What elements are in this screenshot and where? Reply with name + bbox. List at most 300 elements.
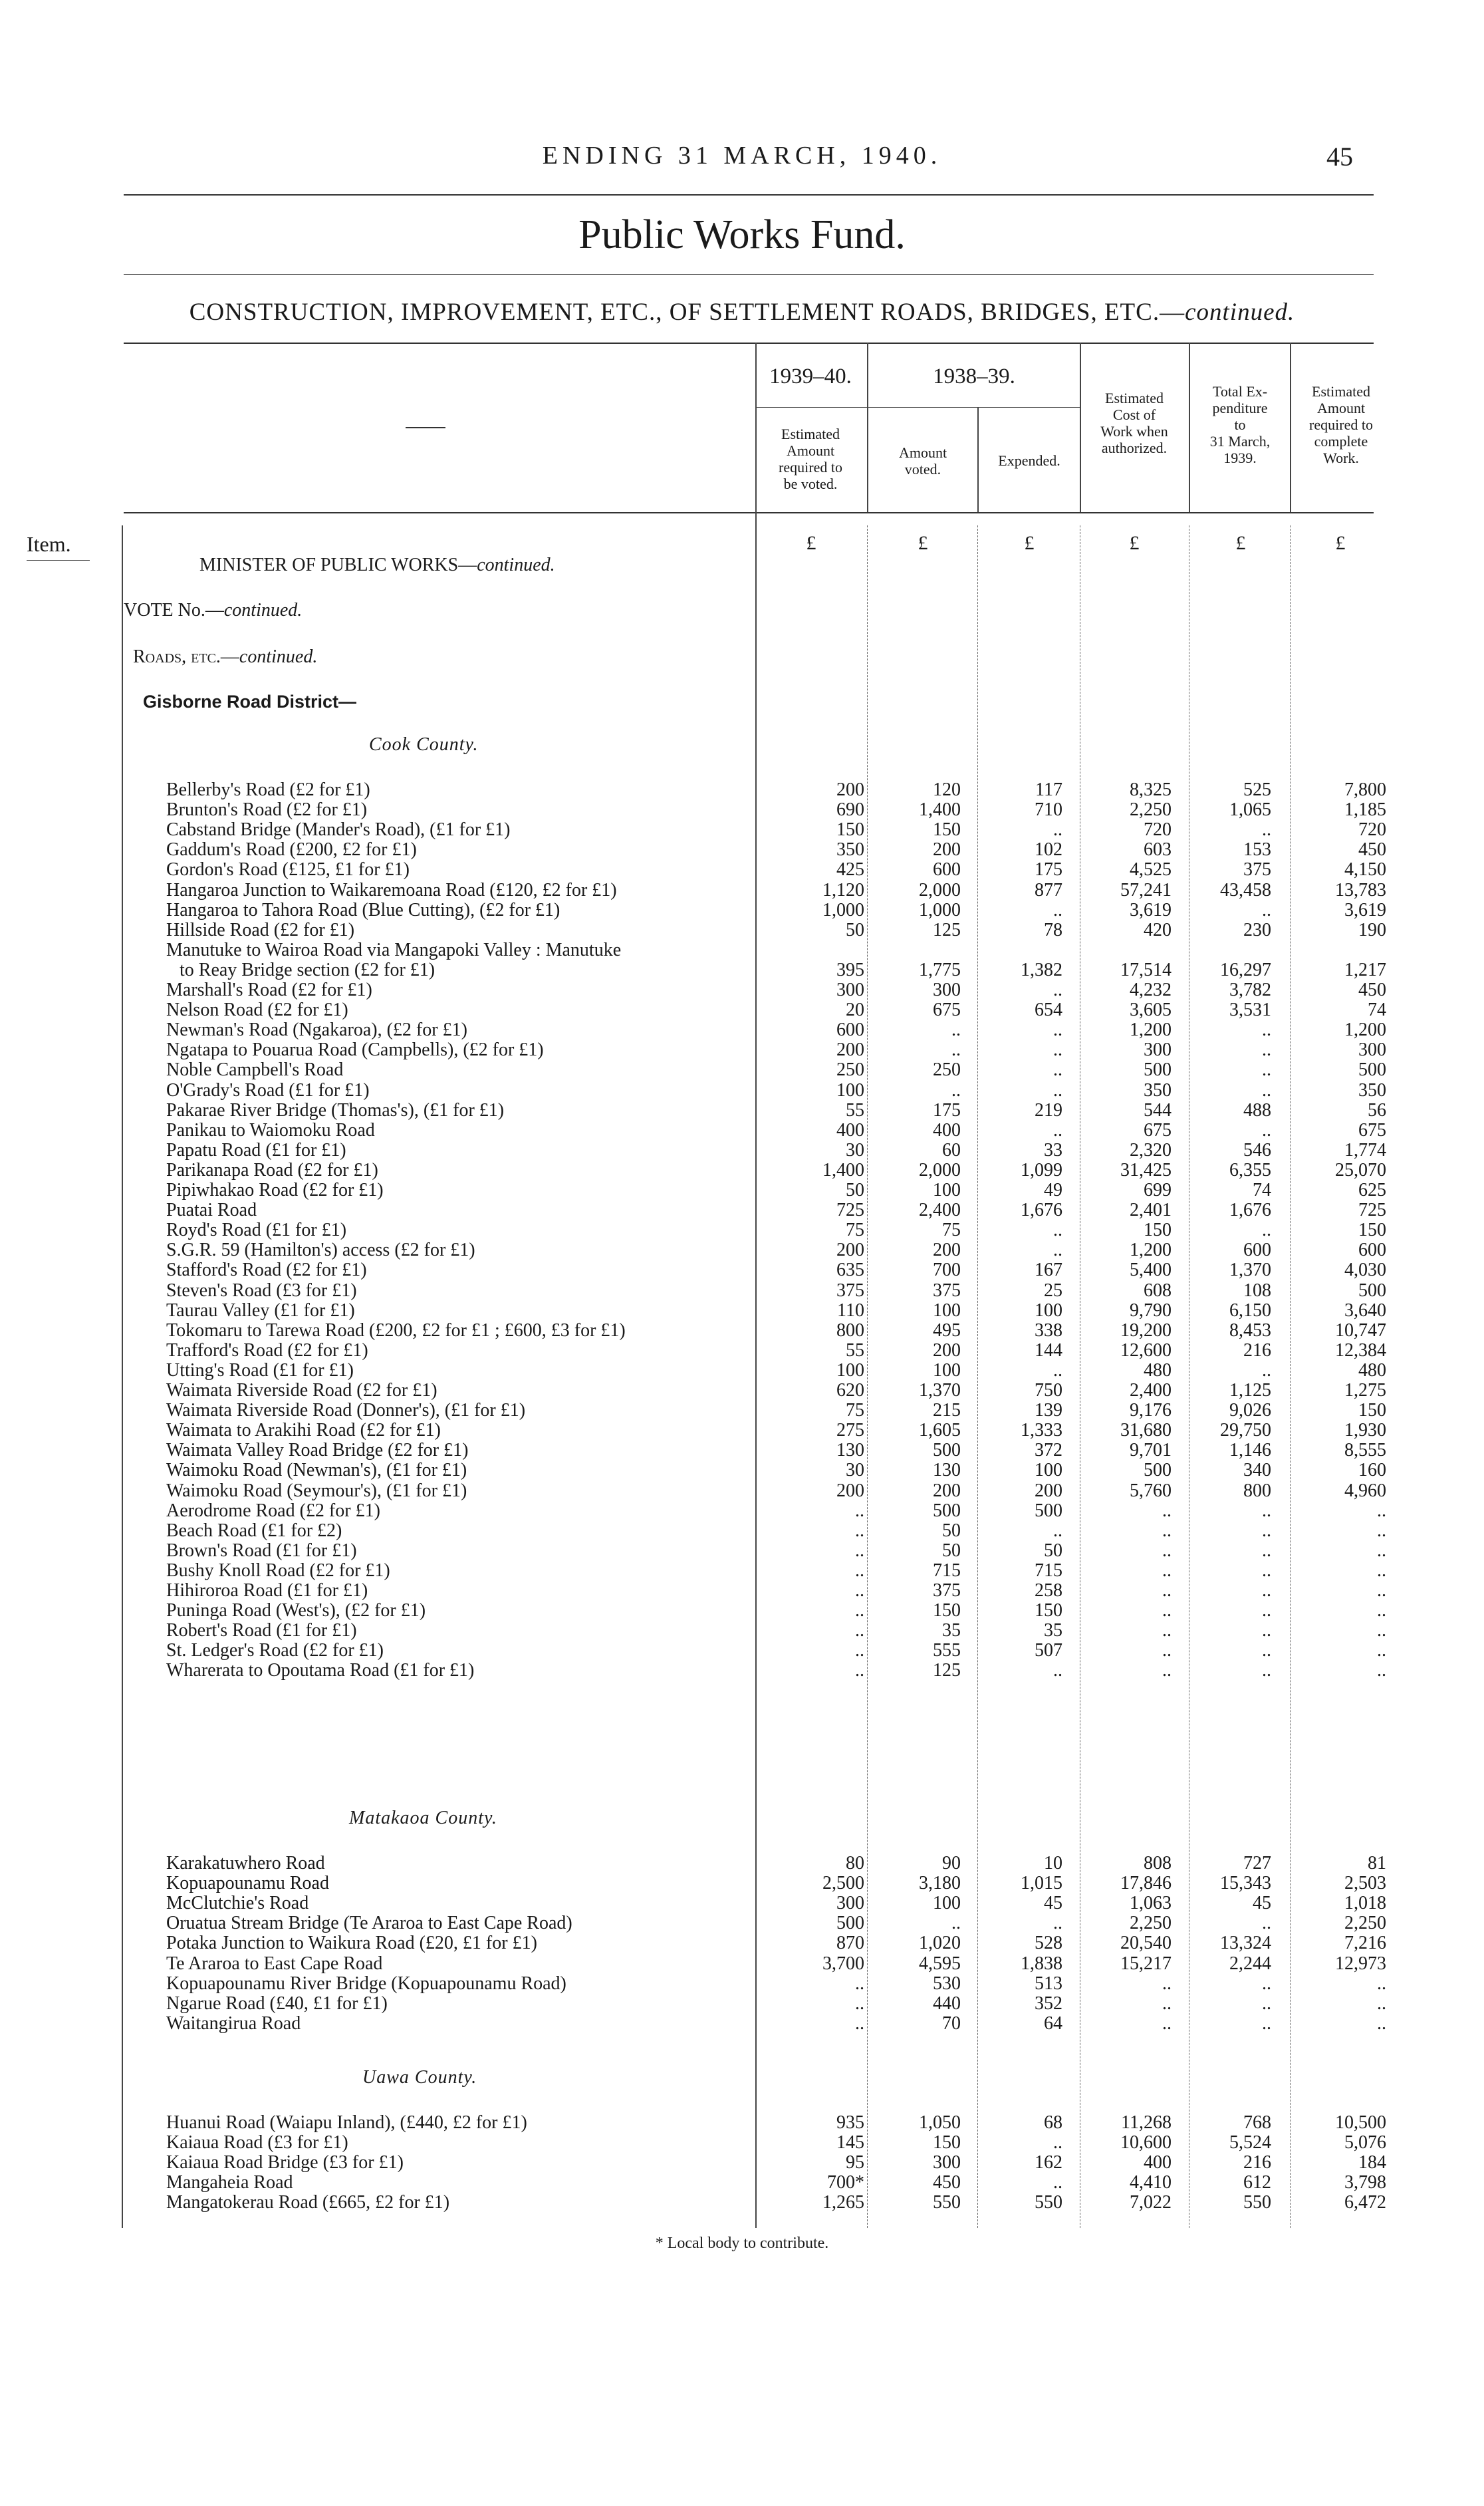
cell-complete: ..	[1377, 1973, 1386, 1994]
road-name: Waimata Riverside Road (£2 for £1)	[166, 1380, 437, 1401]
cell-est: 800	[836, 1320, 864, 1341]
road-name: S.G.R. 59 (Hamilton's) access (£2 for £1)	[166, 1240, 475, 1261]
cell-cost: 9,701	[1130, 1440, 1172, 1461]
cell-complete: ..	[1377, 1520, 1386, 1541]
cell-total: 525	[1243, 779, 1271, 800]
cell-exp: 150	[1035, 1600, 1062, 1621]
road-name: Bushy Knoll Road (£2 for £1)	[166, 1560, 390, 1581]
cell-est: ..	[855, 1540, 864, 1561]
cell-exp: 528	[1035, 1933, 1062, 1954]
currency-symbol: £	[1024, 532, 1035, 554]
cell-est: 55	[846, 1339, 864, 1361]
cell-voted: 35	[942, 1620, 961, 1641]
cell-cost: 4,525	[1130, 859, 1172, 881]
year-1938-39: 1938–39.	[933, 364, 1015, 388]
cell-total: ..	[1262, 1119, 1271, 1141]
cell-complete: 350	[1358, 1079, 1386, 1101]
cell-voted: 600	[933, 859, 961, 881]
cell-cost: 20,540	[1120, 1933, 1172, 1954]
cell-voted: 530	[933, 1973, 961, 1994]
road-name: Bellerby's Road (£2 for £1)	[166, 779, 370, 800]
cell-voted: 100	[933, 1180, 961, 1200]
col-estimated-required: Estimated Amount required to be voted.	[779, 426, 842, 492]
cell-voted: 700	[933, 1260, 961, 1281]
cell-est: 700*	[827, 2172, 864, 2193]
cell-total: ..	[1262, 1540, 1271, 1561]
cell-total: 74	[1253, 1180, 1271, 1200]
cell-exp: 102	[1035, 839, 1062, 861]
cell-complete: 300	[1358, 1040, 1386, 1061]
cell-total: 727	[1243, 1853, 1271, 1874]
cell-cost: 350	[1144, 1079, 1172, 1101]
cell-total: ..	[1262, 819, 1271, 841]
cell-cost: ..	[1162, 1600, 1172, 1621]
cell-complete: 600	[1358, 1240, 1386, 1261]
cell-cost: 699	[1144, 1180, 1172, 1200]
cell-voted: 215	[933, 1400, 961, 1421]
cell-complete: 13,783	[1335, 879, 1386, 901]
cell-cost: ..	[1162, 1973, 1172, 1994]
cell-est: ..	[855, 1620, 864, 1641]
cell-cost: 9,176	[1130, 1400, 1172, 1421]
cell-complete: 2,250	[1344, 1913, 1386, 1934]
cell-exp: 78	[1044, 919, 1062, 940]
cell-complete: ..	[1377, 2013, 1386, 2034]
cell-voted: ..	[951, 1020, 961, 1041]
cell-complete: 1,185	[1344, 799, 1386, 821]
cell-total: 612	[1243, 2172, 1271, 2193]
cell-voted: 200	[933, 1480, 961, 1501]
roads-heading: Roads, etc.—continued.	[133, 646, 318, 667]
road-name: Utting's Road (£1 for £1)	[166, 1359, 354, 1381]
cell-total: ..	[1262, 1020, 1271, 1041]
cell-est: 100	[836, 1079, 864, 1101]
cell-cost: 31,680	[1120, 1420, 1172, 1441]
col-total-expenditure: Total Ex- penditure to 31 March, 1939.	[1209, 383, 1271, 466]
road-name: Kopuapounamu River Bridge (Kopuapounamu Road)	[166, 1973, 566, 1994]
road-name: Hihiroroa Road (£1 for £1)	[166, 1580, 368, 1601]
cell-est: ..	[855, 1560, 864, 1581]
cell-total: 340	[1243, 1460, 1271, 1481]
cell-total: 29,750	[1220, 1420, 1271, 1441]
road-name: Gordon's Road (£125, £1 for £1)	[166, 859, 410, 881]
cell-complete: 1,930	[1344, 1420, 1386, 1441]
road-name: Royd's Road (£1 for £1)	[166, 1220, 347, 1241]
cell-voted: 400	[933, 1119, 961, 1141]
cell-exp: 117	[1035, 779, 1062, 800]
cell-complete: 10,500	[1335, 2112, 1386, 2133]
cell-voted: 715	[933, 1560, 961, 1581]
cell-cost: 500	[1144, 1059, 1172, 1081]
cell-exp: 100	[1035, 1460, 1062, 1481]
cell-total: 546	[1243, 1139, 1271, 1161]
cell-exp: ..	[1053, 2132, 1062, 2154]
cell-complete: 500	[1358, 1059, 1386, 1081]
cell-est: ..	[855, 1973, 864, 1994]
cell-total: 6,355	[1229, 1159, 1271, 1181]
cell-complete: 4,960	[1344, 1480, 1386, 1501]
cell-exp: 162	[1035, 2152, 1062, 2173]
cell-est: 95	[846, 2152, 864, 2173]
col-estimated-cost: Estimated Cost of Work when authorized.	[1100, 390, 1168, 456]
cell-complete: 74	[1368, 1000, 1386, 1021]
cell-total: 216	[1243, 2152, 1271, 2173]
cell-est: 75	[846, 1400, 864, 1421]
cell-complete: 625	[1358, 1180, 1386, 1200]
cell-total: 3,531	[1229, 1000, 1271, 1021]
cell-total: ..	[1262, 1059, 1271, 1081]
cell-exp: 1,382	[1021, 959, 1062, 980]
cell-exp: 1,676	[1021, 1200, 1062, 1221]
cell-complete: ..	[1377, 1620, 1386, 1641]
cell-complete: ..	[1377, 1993, 1386, 2014]
cell-exp: 139	[1035, 1400, 1062, 1421]
cell-exp: ..	[1053, 1119, 1062, 1141]
cell-complete: 720	[1358, 819, 1386, 841]
cell-exp: 50	[1044, 1540, 1062, 1561]
cell-est: ..	[855, 1580, 864, 1601]
cell-cost: 400	[1144, 2152, 1172, 2173]
cell-complete: 1,275	[1344, 1380, 1386, 1401]
cell-exp: ..	[1053, 1240, 1062, 1261]
cell-voted: 4,595	[919, 1953, 961, 1974]
cell-est: ..	[855, 1520, 864, 1541]
cell-voted: 150	[933, 1600, 961, 1621]
cell-voted: 500	[933, 1440, 961, 1461]
cell-voted: 120	[933, 779, 961, 800]
cell-cost: ..	[1162, 1520, 1172, 1541]
cell-cost: 8,325	[1130, 779, 1172, 800]
cell-cost: 10,600	[1120, 2132, 1172, 2154]
road-name: Taurau Valley (£1 for £1)	[166, 1300, 355, 1321]
cell-est: 200	[836, 1480, 864, 1501]
road-name: Noble Campbell's Road	[166, 1059, 344, 1081]
table-top-rule	[124, 343, 1374, 344]
rule	[124, 274, 1374, 275]
cell-complete: 12,973	[1335, 1953, 1386, 1974]
cell-est: 635	[836, 1260, 864, 1281]
column-divider	[1080, 343, 1081, 512]
cell-voted: 1,020	[919, 1933, 961, 1954]
cell-est: ..	[855, 1500, 864, 1521]
cell-cost: ..	[1162, 2013, 1172, 2034]
cell-est: ..	[855, 2013, 864, 2034]
cell-complete: 500	[1358, 1280, 1386, 1301]
cell-total: ..	[1262, 1359, 1271, 1381]
cell-voted: 300	[933, 980, 961, 1000]
cell-est: 350	[836, 839, 864, 861]
cell-exp: 144	[1035, 1339, 1062, 1361]
cell-cost: 57,241	[1120, 879, 1172, 901]
cell-voted: 550	[933, 2192, 961, 2213]
cell-exp: 1,099	[1021, 1159, 1062, 1181]
cell-exp: ..	[1053, 2172, 1062, 2193]
road-name: Puatai Road	[166, 1200, 257, 1221]
item-divider	[122, 525, 123, 2228]
cell-est: 600	[836, 1020, 864, 1041]
header-bottom-rule	[124, 512, 1374, 513]
currency-symbol: £	[1235, 532, 1246, 554]
cell-complete: 25,070	[1335, 1159, 1386, 1181]
cell-voted: 250	[933, 1059, 961, 1081]
cell-cost: 500	[1144, 1460, 1172, 1481]
cell-cost: ..	[1162, 1560, 1172, 1581]
cell-total: 550	[1243, 2192, 1271, 2213]
road-name: St. Ledger's Road (£2 for £1)	[166, 1640, 384, 1661]
cell-est: 200	[836, 1040, 864, 1061]
cell-complete: 4,150	[1344, 859, 1386, 881]
cell-total: 153	[1243, 839, 1271, 861]
cell-cost: 19,200	[1120, 1320, 1172, 1341]
cell-complete: ..	[1377, 1580, 1386, 1601]
road-name: Waimata Riverside Road (Donner's), (£1 for £1)	[166, 1400, 526, 1421]
cell-cost: 603	[1144, 839, 1172, 861]
cell-voted: 125	[933, 1660, 961, 1681]
cell-est: 300	[836, 980, 864, 1000]
cell-complete: 12,384	[1335, 1339, 1386, 1361]
col-amount-voted: Amount voted.	[898, 444, 947, 478]
cell-complete: 450	[1358, 839, 1386, 861]
road-name: Waimata Valley Road Bridge (£2 for £1)	[166, 1440, 469, 1461]
column-divider	[867, 343, 868, 512]
road-name: Brunton's Road (£2 for £1)	[166, 799, 368, 821]
cell-cost: 7,022	[1130, 2192, 1172, 2213]
cell-voted: 200	[933, 1339, 961, 1361]
road-name: Aerodrome Road (£2 for £1)	[166, 1500, 380, 1521]
cell-complete: 4,030	[1344, 1260, 1386, 1281]
cell-voted: 675	[933, 1000, 961, 1021]
footnote: * Local body to contribute.	[655, 2235, 829, 2252]
cell-total: ..	[1262, 1040, 1271, 1061]
cell-est: 400	[836, 1119, 864, 1141]
page-number: 45	[1326, 142, 1353, 172]
road-name: Te Araroa to East Cape Road	[166, 1953, 383, 1974]
cell-cost: 3,619	[1130, 899, 1172, 920]
cell-voted: 70	[942, 2013, 961, 2034]
rule	[27, 560, 90, 561]
cell-est: 1,000	[822, 899, 864, 920]
cell-cost: 5,760	[1130, 1480, 1172, 1501]
cell-cost: 420	[1144, 919, 1172, 940]
year-1939-40: 1939–40.	[769, 364, 852, 388]
cell-total: 768	[1243, 2112, 1271, 2133]
road-name: Hangaroa Junction to Waikaremoana Road (£120, £2 for £1)	[166, 879, 617, 901]
cell-total: ..	[1262, 1079, 1271, 1101]
road-name: Ngatapa to Pouarua Road (Campbells), (£2 for £1)	[166, 1040, 544, 1061]
cell-exp: 100	[1035, 1300, 1062, 1321]
col-estimated-complete: Estimated Amount required to complete Work.	[1309, 383, 1373, 466]
road-name: Hangaroa to Tahora Road (Blue Cutting), (£2 for £1)	[166, 899, 560, 920]
cell-complete: 7,800	[1344, 779, 1386, 800]
road-name-continued: to Reay Bridge section (£2 for £1)	[180, 959, 435, 980]
road-name: Marshall's Road (£2 for £1)	[166, 980, 372, 1000]
cell-complete: 3,798	[1344, 2172, 1386, 2193]
cell-est: 725	[836, 1200, 864, 1221]
item-label: Item.	[27, 532, 71, 556]
road-name: Pakarae River Bridge (Thomas's), (£1 for £1)	[166, 1099, 505, 1121]
cell-voted: 75	[942, 1220, 961, 1241]
cell-cost: ..	[1162, 1580, 1172, 1601]
cell-complete: 5,076	[1344, 2132, 1386, 2154]
road-name: Brown's Road (£1 for £1)	[166, 1540, 357, 1561]
cell-complete: ..	[1377, 1500, 1386, 1521]
cell-cost: 2,320	[1130, 1139, 1172, 1161]
cell-cost: 2,400	[1130, 1380, 1172, 1401]
cell-complete: 81	[1368, 1853, 1386, 1874]
cell-exp: 175	[1035, 859, 1062, 881]
cell-est: 1,400	[822, 1159, 864, 1181]
cell-cost: ..	[1162, 1540, 1172, 1561]
cell-cost: 12,600	[1120, 1339, 1172, 1361]
cell-exp: ..	[1053, 1220, 1062, 1241]
cell-cost: 2,250	[1130, 1913, 1172, 1934]
cell-exp: 219	[1035, 1099, 1062, 1121]
cell-total: ..	[1262, 2013, 1271, 2034]
road-name: Puninga Road (West's), (£2 for £1)	[166, 1600, 426, 1621]
cell-voted: 2,400	[919, 1200, 961, 1221]
cell-voted: 2,000	[919, 879, 961, 901]
cell-total: 45	[1253, 1893, 1271, 1914]
col-expended: Expended.	[998, 452, 1060, 469]
cell-cost: 675	[1144, 1119, 1172, 1141]
cell-exp: 715	[1035, 1560, 1062, 1581]
cell-total: 3,782	[1229, 980, 1271, 1000]
road-name: Hillside Road (£2 for £1)	[166, 919, 355, 940]
cell-total: 15,343	[1220, 1873, 1271, 1894]
cell-cost: ..	[1162, 1993, 1172, 2014]
cell-voted: 1,605	[919, 1420, 961, 1441]
cell-complete: 450	[1358, 980, 1386, 1000]
cell-voted: 130	[933, 1460, 961, 1481]
subtitle-main: CONSTRUCTION, IMPROVEMENT, ETC., OF SETTLEMENT ROADS, BRIDGES, ETC.—	[189, 299, 1185, 326]
rule	[124, 194, 1374, 196]
cell-est: 150	[836, 819, 864, 841]
cell-cost: ..	[1162, 1500, 1172, 1521]
cell-total: 9,026	[1229, 1400, 1271, 1421]
cell-total: ..	[1262, 1620, 1271, 1641]
road-name: Manutuke to Wairoa Road via Mangapoki Valley : Manutuke	[166, 939, 622, 960]
cell-cost: 1,200	[1130, 1020, 1172, 1041]
cell-exp: 25	[1044, 1280, 1062, 1301]
cell-est: 50	[846, 919, 864, 940]
road-name: Waimoku Road (Newman's), (£1 for £1)	[166, 1460, 467, 1481]
cell-complete: ..	[1377, 1560, 1386, 1581]
road-name: Newman's Road (Ngakaroa), (£2 for £1)	[166, 1020, 467, 1041]
road-name: Kopuapounamu Road	[166, 1873, 329, 1894]
cell-complete: 675	[1358, 1119, 1386, 1141]
cell-voted: ..	[951, 1913, 961, 1934]
cell-est: 300	[836, 1893, 864, 1914]
cell-exp: 200	[1035, 1480, 1062, 1501]
cell-total: 216	[1243, 1339, 1271, 1361]
cell-exp: 372	[1035, 1440, 1062, 1461]
cell-est: 3,700	[822, 1953, 864, 1974]
cell-est: 500	[836, 1913, 864, 1934]
cell-est: ..	[855, 1600, 864, 1621]
cell-cost: 4,410	[1130, 2172, 1172, 2193]
cell-total: ..	[1262, 1580, 1271, 1601]
cell-exp: 258	[1035, 1580, 1062, 1601]
cell-exp: 35	[1044, 1620, 1062, 1641]
cell-cost: ..	[1162, 1620, 1172, 1641]
description-dash	[406, 427, 445, 428]
cell-est: 50	[846, 1180, 864, 1200]
cell-exp: 507	[1035, 1640, 1062, 1661]
cell-voted: 1,000	[919, 899, 961, 920]
cell-total: 43,458	[1220, 879, 1271, 901]
cell-voted: 175	[933, 1099, 961, 1121]
cell-cost: 150	[1144, 1220, 1172, 1241]
cell-exp: 877	[1035, 879, 1062, 901]
cell-cost: 720	[1144, 819, 1172, 841]
rule	[757, 407, 1080, 408]
cell-total: 230	[1243, 919, 1271, 940]
cell-est: 395	[836, 959, 864, 980]
cell-exp: 500	[1035, 1500, 1062, 1521]
road-name: Mangaheia Road	[166, 2172, 293, 2193]
cell-voted: 150	[933, 819, 961, 841]
cell-complete: 3,619	[1344, 899, 1386, 920]
cell-est: 250	[836, 1059, 864, 1081]
cell-exp: 550	[1035, 2192, 1062, 2213]
road-name: Wharerata to Opoutama Road (£1 for £1)	[166, 1660, 475, 1681]
road-name: Parikanapa Road (£2 for £1)	[166, 1159, 378, 1181]
cell-exp: 10	[1044, 1853, 1062, 1874]
cell-est: 80	[846, 1853, 864, 1874]
cell-voted: 300	[933, 2152, 961, 2173]
cell-voted: 90	[942, 1853, 961, 1874]
column-divider	[1189, 343, 1190, 512]
minister-heading: MINISTER OF PUBLIC WORKS—continued.	[199, 555, 555, 575]
cell-complete: 150	[1358, 1400, 1386, 1421]
cell-exp: ..	[1053, 1079, 1062, 1101]
cell-total: ..	[1262, 1560, 1271, 1581]
cell-est: 1,120	[822, 879, 864, 901]
cell-cost: 17,514	[1120, 959, 1172, 980]
road-name: McClutchie's Road	[166, 1893, 309, 1914]
cell-voted: 2,000	[919, 1159, 961, 1181]
cell-complete: 2,503	[1344, 1873, 1386, 1894]
cell-voted: 450	[933, 2172, 961, 2193]
cell-exp: 68	[1044, 2112, 1062, 2133]
cell-exp: 33	[1044, 1139, 1062, 1161]
subtitle-continued: continued.	[1185, 299, 1295, 326]
cell-exp: 45	[1044, 1893, 1062, 1914]
cell-voted: 150	[933, 2132, 961, 2154]
road-name: O'Grady's Road (£1 for £1)	[166, 1079, 370, 1101]
cell-est: 275	[836, 1420, 864, 1441]
cell-voted: 375	[933, 1280, 961, 1301]
county-heading: Matakaoa County.	[349, 1808, 497, 1828]
cell-exp: 49	[1044, 1180, 1062, 1200]
road-name: Nelson Road (£2 for £1)	[166, 1000, 348, 1021]
road-name: Potaka Junction to Waikura Road (£20, £1 for £1)	[166, 1933, 537, 1954]
road-name: Waimata to Arakihi Road (£2 for £1)	[166, 1420, 441, 1441]
currency-symbol: £	[1129, 532, 1140, 554]
cell-est: ..	[855, 1660, 864, 1681]
cell-exp: 352	[1035, 1993, 1062, 2014]
cell-cost: 300	[1144, 1040, 1172, 1061]
cell-complete: ..	[1377, 1640, 1386, 1661]
cell-voted: 1,370	[919, 1380, 961, 1401]
cell-complete: 56	[1368, 1099, 1386, 1121]
cell-voted: 555	[933, 1640, 961, 1661]
column-divider	[1290, 525, 1291, 2228]
cell-est: 130	[836, 1440, 864, 1461]
currency-symbol: £	[806, 532, 816, 554]
cell-complete: 1,774	[1344, 1139, 1386, 1161]
cell-total: ..	[1262, 1913, 1271, 1934]
